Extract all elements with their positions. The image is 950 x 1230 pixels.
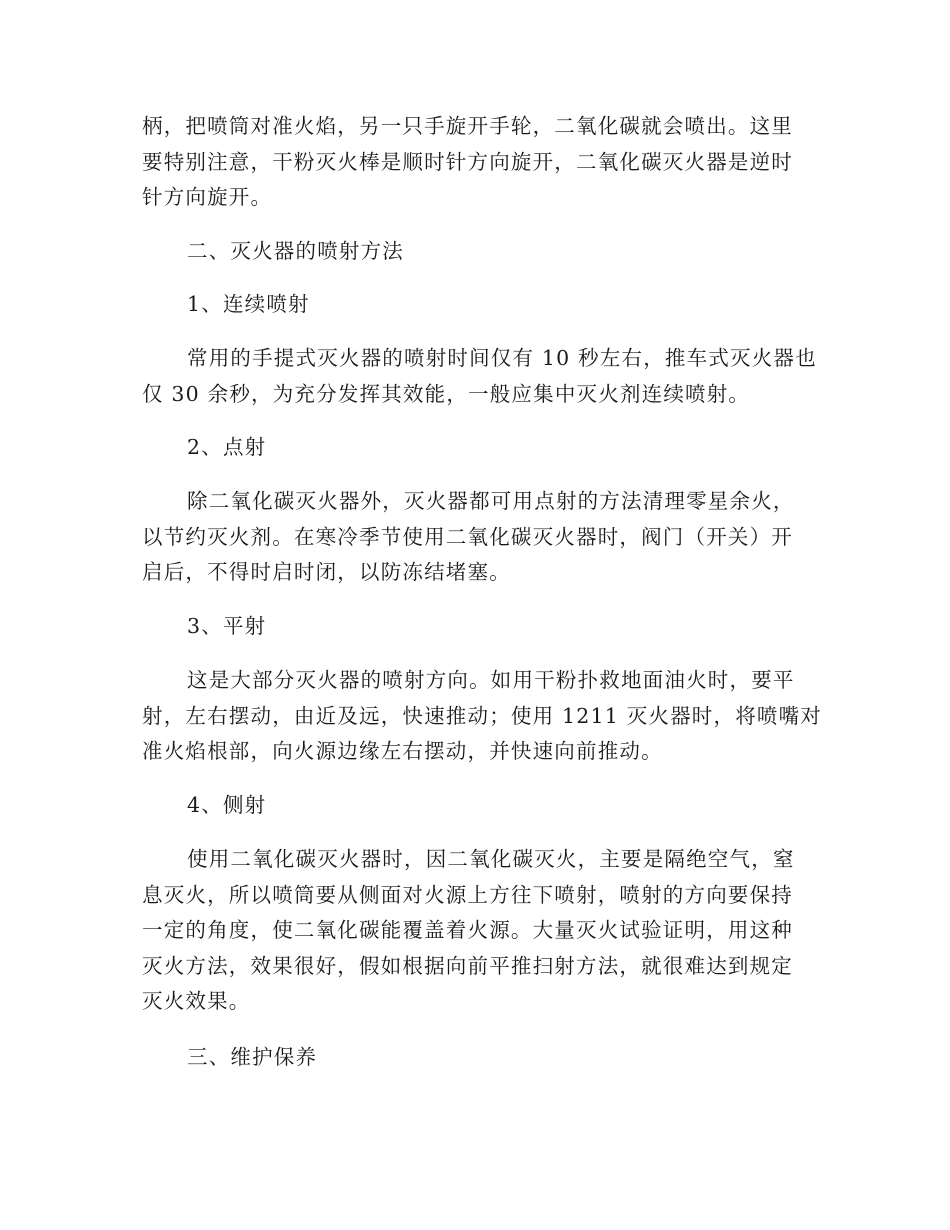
paragraph — [142, 663, 823, 770]
text-line: 启后，不得时启时闭，以防冻结堵塞。 — [142, 560, 511, 584]
text-line: 灭火效果。 — [142, 989, 251, 1013]
text-line: 使用二氧化碳灭火器时，因二氧化碳灭火，主要是隔绝空气，窒 — [187, 847, 795, 871]
text-line: 准火焰根部，向火源边缘左右摆动，并快速向前推动。 — [142, 739, 663, 763]
paragraph — [142, 341, 817, 412]
heading-text: 3、平射 — [187, 614, 267, 638]
text-line: 灭火方法，效果很好，假如根据向前平推扫射方法，就很难达到规定 — [142, 953, 793, 978]
paragraph — [142, 842, 802, 1020]
text-line: 柄，把喷筒对准火焰，另一只手旋开手轮，二氧化碳就会喷出。这里 — [142, 114, 793, 138]
subsection-heading — [142, 287, 802, 323]
section-heading — [142, 234, 802, 270]
paragraph — [142, 484, 802, 591]
text-line: 一定的角度，使二氧化碳能覆盖着火源。大量灭火试验证明，用这种 — [142, 918, 793, 942]
text-line: 息灭火，所以喷筒要从侧面对火源上方往下喷射，喷射的方向要保持 — [142, 882, 793, 907]
text-line: 仅 30 余秒，为充分发挥其效能，一般应集中灭火剂连续喷射。 — [142, 381, 751, 406]
text-line: 以节约灭火剂。在寒冷季节使用二氧化碳灭火器时，阀门（开关）开 — [142, 524, 793, 549]
heading-text: 2、点射 — [187, 435, 267, 459]
text-line: 这是大部分灭火器的喷射方向。如用干粉扑救地面油火时，要平 — [187, 668, 795, 692]
heading-text: 二、灭火器的喷射方法 — [187, 239, 404, 263]
text-line: 针方向旋开。 — [142, 185, 273, 209]
paragraph-continuation — [142, 109, 802, 216]
text-line: 要特别注意，干粉灭火棒是顺时针方向旋开，二氧化碳灭火器是逆时 — [142, 149, 793, 174]
heading-text: 4、侧射 — [187, 793, 267, 817]
text-line: 常用的手提式灭火器的喷射时间仅有 10 秒左右，推车式灭火器也 — [187, 346, 817, 370]
text-line: 除二氧化碳灭火器外，灭火器都可用点射的方法清理零星余火， — [187, 489, 795, 513]
text-line: 射，左右摆动，由近及远，快速推动；使用 1211 灭火器时，将喷嘴对 — [142, 703, 823, 728]
heading-text: 1、连续喷射 — [187, 292, 310, 316]
subsection-heading — [142, 430, 802, 466]
subsection-heading — [142, 788, 802, 824]
section-heading — [142, 1040, 802, 1076]
heading-text: 三、维护保养 — [187, 1045, 318, 1069]
subsection-heading — [142, 609, 802, 645]
